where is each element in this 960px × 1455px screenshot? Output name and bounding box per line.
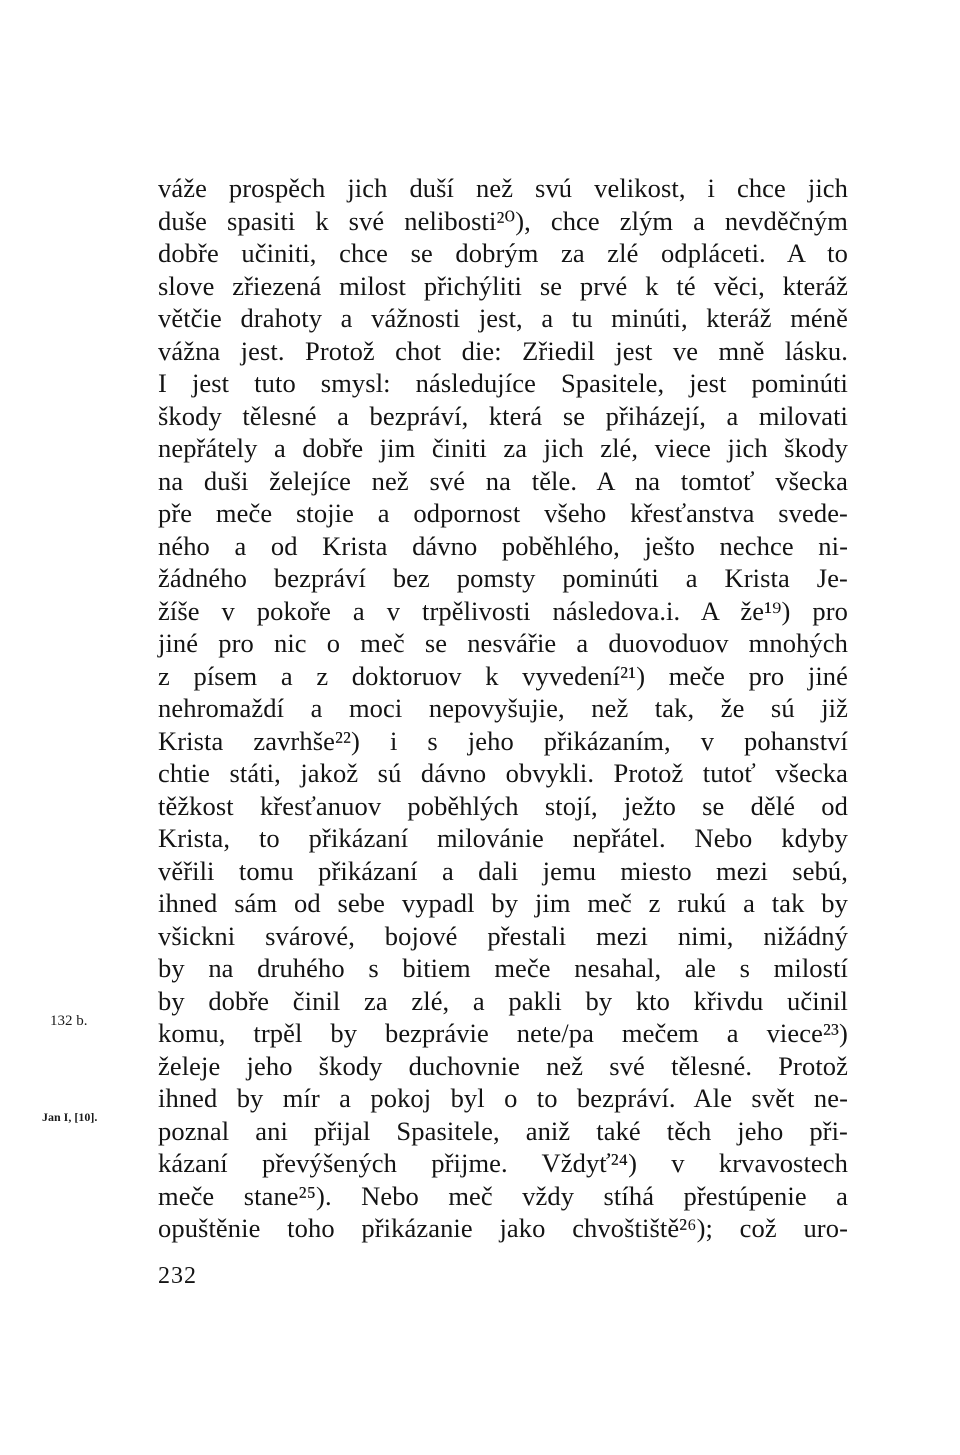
text-line: chtie státi, jakož sú dávno obvykli. Protož tutoť všecka bbox=[158, 758, 848, 788]
text-line: I jest tuto smysl: následujíce Spasitele, jest pominúti bbox=[158, 368, 848, 398]
text-line: větčie drahoty a vážnosti jest, a tu minúti, kteráž méně bbox=[158, 303, 848, 333]
text-line: nehromaždí a moci nepovyšujie, než tak, že sú již bbox=[158, 693, 848, 723]
text-line: ihned by mír a pokoj byl o to bezpráví. Ale svět ne- bbox=[158, 1083, 848, 1113]
text-line: z písem a z doktoruov k vyvedení²¹) meče pro jiné bbox=[158, 660, 848, 691]
text-line: Krista zavrhše²²) i s jeho přikázaním, v pohanství bbox=[158, 725, 848, 756]
text-line: na duši želejíce než své na těle. A na tomtoť všecka bbox=[158, 465, 848, 496]
text-line: všickni svárové, bojové přestali mezi nimi, nižádný bbox=[158, 920, 848, 951]
text-line: nepřátely a dobře jim činiti za jich zlé, viece jich škody bbox=[158, 433, 848, 463]
text-line: želeje jeho škody duchovnie než své tělesné. Protož bbox=[158, 1050, 848, 1081]
text-line: těžkost křesťanuov poběhlých stojí, ježto se dělé od bbox=[158, 790, 848, 821]
margin-note-folio: 132 b. bbox=[50, 1013, 88, 1029]
text-line: kázaní převýšených přijme. Vždyť²⁴) v krvavostech bbox=[158, 1148, 848, 1178]
text-line: ného a od Krista dávno poběhlého, ješto nechce ni- bbox=[158, 530, 848, 561]
text-line: vážna jest. Protož chot die: Zřiedil jest ve mně lásku. bbox=[158, 335, 848, 366]
page-number: 232 bbox=[158, 1263, 197, 1289]
text-line: váže prospěch jich duší než svú velikost, i chce jich bbox=[158, 173, 848, 203]
text-line: ihned sám od sebe vypadl by jim meč z rukú a tak by bbox=[158, 888, 848, 918]
text-line: dobře učiniti, chce se dobrým za zlé odpláceti. A to bbox=[158, 238, 848, 268]
text-line: komu, trpěl by bezprávie nete/pa mečem a viece²³) bbox=[158, 1018, 848, 1048]
text-line: jiné pro nic o meč se nesvářie a duovoduov mnohých bbox=[158, 628, 848, 658]
text-line: pře meče stojie a odpornost všeho křesťanstva svede- bbox=[158, 498, 848, 528]
text-line: žádného bezpráví bez pomsty pominúti a Krista Je- bbox=[158, 563, 848, 593]
text-line: meče stane²⁵). Nebo meč vždy stíhá přestúpenie a bbox=[158, 1180, 848, 1211]
text-line: slove zřiezená milost přichýliti se prvé k té věci, kteráž bbox=[158, 270, 848, 301]
text-line: škody tělesné a bezpráví, která se přiházejí, a milovati bbox=[158, 400, 848, 431]
text-line: Krista, to přikázaní milovánie nepřátel. Nebo kdyby bbox=[158, 823, 848, 853]
text-line: by dobře činil za zlé, a pakli by kto křivdu učinil bbox=[158, 985, 848, 1016]
text-line: věřili tomu přikázaní a dali jemu miesto mezi sebú, bbox=[158, 855, 848, 886]
text-line: by na druhého s bitiem meče nesahal, ale s milostí bbox=[158, 953, 848, 983]
text-line: žíše v pokoře a v trpělivosti následova.i. A že¹⁹) pro bbox=[158, 595, 848, 626]
body-text bbox=[158, 172, 848, 1245]
margin-note-reference: Jan I, [10]. bbox=[42, 1110, 98, 1124]
text-line: poznal ani přijal Spasitele, aniž také těch jeho při- bbox=[158, 1115, 848, 1146]
text-line: duše spasiti k své nelibosti²⁰), chce zlým a nevděčným bbox=[158, 205, 848, 236]
text-line: opuštěnie toho přikázanie jako chvoštiště²⁶); což uro- bbox=[158, 1213, 848, 1243]
